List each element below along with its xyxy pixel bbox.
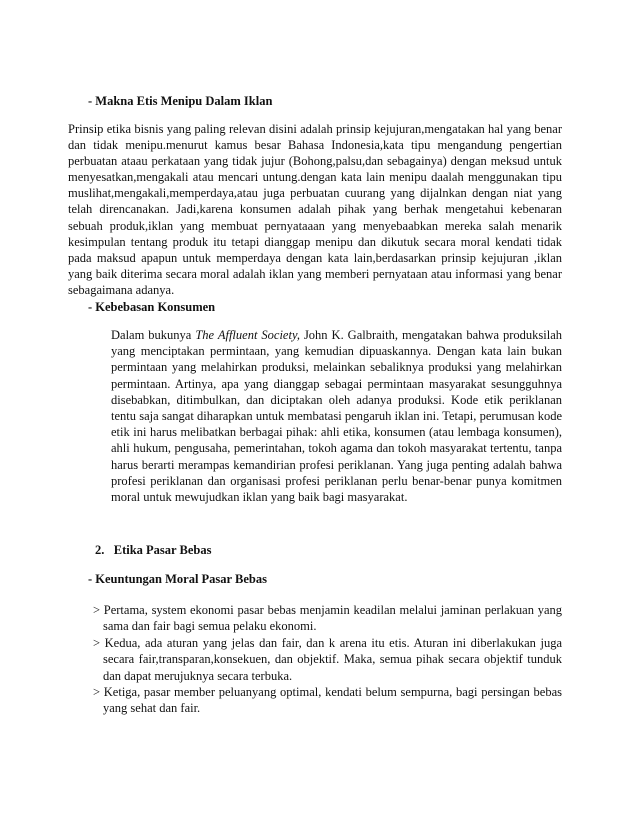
list-keuntungan-moral [93, 602, 562, 717]
kebebasan-body-text: John K. Galbraith, mengatakan bahwa produksilah yang menciptakan permintaan, yang kemudian dipuaskannya. Dengan kata lain bukan permintaan yang melahirkan produksi, melainkan sebaliknya produksi yang melahirkan permintaan. Artinya, apa yang dianggap sebagai permintaan masyarakat sesungguhnya disebabkan, ditimbulkan, dan diciptakan oleh adanya produksi. Kode etik periklanan tentu saja sangat diharapkan untuk membatasi pengaruh iklan ini. Tetapi, perumusan kode etik ini harus melibatkan berbagai pihak: ahli etika, konsumen (atau lembaga konsumen), ahli hukum, pengusaha, pemerintahan, tokoh agama dan tokoh masyarakat tertentu, tanpa harus berarti merampas kemandirian profesi periklanan. Yang juga penting adalah bahwa profesi periklanan dan organisasi profesi periklanan perlu benar-benar punya komitmen moral untuk mewujudkan iklan yang baik bagi masyarakat. [111, 328, 562, 505]
heading-makna-etis-menipu: - Makna Etis Menipu Dalam Iklan [88, 94, 273, 108]
paragraph-kebebasan-konsumen [111, 327, 562, 505]
list-item: > Ketiga, pasar member peluanyang optimal, kendati belum sempurna, bagi persingan bebas yang sehat dan fair. [93, 685, 562, 716]
paragraph-makna-etis-menipu: Prinsip etika bisnis yang paling relevan disini adalah prinsip kejujuran,mengatakan hal yang benar dan tidak menipu.menurut kamus besar Bahasa Indonesia,kata tipu mengandung pengertian perbuatan ataau perkataan yang tidak jujur (Bohong,palsu,dan sebagainya) dengan meksud untuk menyesatkan,mengakali atau mencari untung.dengan kata lain menipu daalah menggunakan tipu muslihat,mengakali,memperdaya,atau juga perbuatan cuurang yang dijalnkan dengan niat yang telah direncanakan. Jadi,karena konsumen adalah pihak yang berhak mengetahui kebenaran sebuah produk,iklan yang membuat pernyataaan yang menyebaabkan mereka salah menarik kesimpulan tentang produk itu tetapi dianggap menipu dan dikutuk secara moral kendati tidak pada maksud apapun untuk memperdaya dengan kata lain,berdasarkan prinsip kejujuran ,iklan yang baik diterima secara moral adalah iklan yang memberi pernyataan atau informasi yang benar sebagaimana adanya. [68, 122, 562, 297]
heading-etika-pasar-bebas: 2. Etika Pasar Bebas [95, 543, 212, 557]
list-item: > Pertama, system ekonomi pasar bebas menjamin keadilan melalui jaminan perlakuan yang sama dan fair bagi semua pelaku ekonomi. [93, 603, 562, 634]
heading-kebebasan-konsumen: - Kebebasan Konsumen [88, 300, 216, 314]
book-title-affluent-society: The Affluent Society, [195, 328, 300, 342]
list-item: > Kedua, ada aturan yang jelas dan fair, dan k arena itu etis. Aturan ini diberlakukan juga secara fair,transparan,konsekuen, dan objektif. Maka, semua pihak secara objektif tunduk dan dapat merujuknya secara terbuka. [93, 635, 562, 683]
heading-keuntungan-moral: - Keuntungan Moral Pasar Bebas [88, 572, 267, 586]
kebebasan-intro-text: Dalam bukunya [111, 328, 196, 342]
